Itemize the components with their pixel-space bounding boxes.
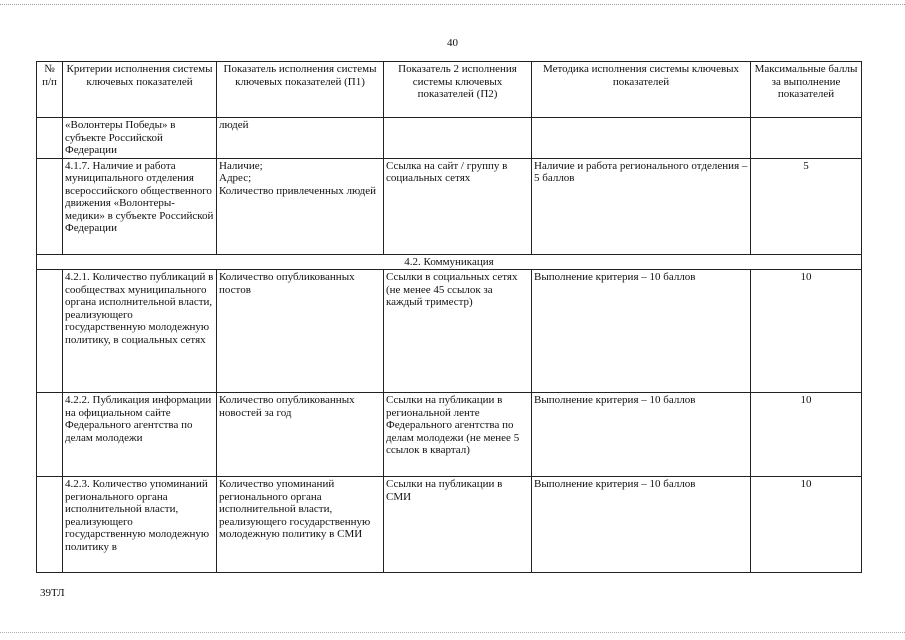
row-max: 5	[751, 158, 862, 254]
table-row	[37, 158, 862, 254]
header-criteria: Критерии исполнения системы ключевых показателей	[63, 62, 217, 118]
header-p2: Показатель 2 исполнения системы ключевых показателей (П2)	[384, 62, 532, 118]
page-number: 40	[447, 37, 458, 49]
row-criteria: 4.2.2. Публикация информации на официальном сайте Федерального агентства по делам молодежи	[63, 393, 217, 477]
header-max: Максимальные баллы за выполнение показателей	[751, 62, 862, 118]
row-p1-line: Количество привлеченных людей	[219, 184, 377, 197]
criteria-table	[36, 61, 862, 573]
row-max: 10	[751, 393, 862, 477]
table-header-row	[37, 62, 862, 118]
table-row	[37, 393, 862, 477]
header-num: № п/п	[37, 62, 63, 118]
row-num	[37, 270, 63, 393]
row-num	[37, 393, 63, 477]
row-criteria: 4.2.3. Количество упоминаний регионального органа исполнительной власти, реализующего государственную молодежную политику в	[63, 477, 217, 573]
row-num	[37, 477, 63, 573]
row-num	[37, 118, 63, 159]
table-row	[37, 270, 862, 393]
row-method	[532, 118, 751, 159]
row-num	[37, 158, 63, 254]
table-row	[37, 477, 862, 573]
row-p2: Ссылки на публикации в СМИ	[384, 477, 532, 573]
header-method: Методика исполнения системы ключевых показателей	[532, 62, 751, 118]
section-row	[37, 254, 862, 270]
row-p1: людей	[217, 118, 384, 159]
row-p2	[384, 118, 532, 159]
row-criteria: 4.2.1. Количество публикаций в сообществах муниципального органа исполнительной власти, реализующего государственную молодежную политику, в социальных сетях	[63, 270, 217, 393]
table-row	[37, 118, 862, 159]
row-p2: Ссылка на сайт / группу в социальных сетях	[384, 158, 532, 254]
row-method: Выполнение критерия – 10 баллов	[532, 393, 751, 477]
row-p1	[217, 158, 384, 254]
row-max	[751, 118, 862, 159]
row-p1: Количество опубликованных постов	[217, 270, 384, 393]
row-method: Выполнение критерия – 10 баллов	[532, 270, 751, 393]
row-method: Наличие и работа регионального отделения – 5 баллов	[532, 158, 751, 254]
row-criteria: 4.1.7. Наличие и работа муниципального отделения всероссийского общественного движения «Волонтеры-медики» в субъекте Российской Федерации	[63, 158, 217, 254]
row-p1-line: Адрес;	[219, 172, 252, 184]
scan-edge-top	[0, 4, 905, 5]
row-method: Выполнение критерия – 10 баллов	[532, 477, 751, 573]
scan-edge-bottom	[0, 632, 905, 633]
row-p1: Количество опубликованных новостей за год	[217, 393, 384, 477]
header-p1: Показатель исполнения системы ключевых показателей (П1)	[217, 62, 384, 118]
section-title: 4.2. Коммуникация	[37, 254, 862, 270]
row-max: 10	[751, 477, 862, 573]
row-max: 10	[751, 270, 862, 393]
footer-code: 39ТЛ	[40, 587, 65, 599]
row-p1: Количество упоминаний регионального органа исполнительной власти, реализующего государственную молодежную политику в СМИ	[217, 477, 384, 573]
row-criteria: «Волонтеры Победы» в субъекте Российской Федерации	[63, 118, 217, 159]
row-p2: Ссылки в социальных сетях (не менее 45 ссылок за каждый триместр)	[384, 270, 532, 393]
row-p1-line: Наличие;	[219, 159, 263, 172]
row-p2: Ссылки на публикации в региональной ленте Федерального агентства по делам молодежи (не менее 5 ссылок в квартал)	[384, 393, 532, 477]
